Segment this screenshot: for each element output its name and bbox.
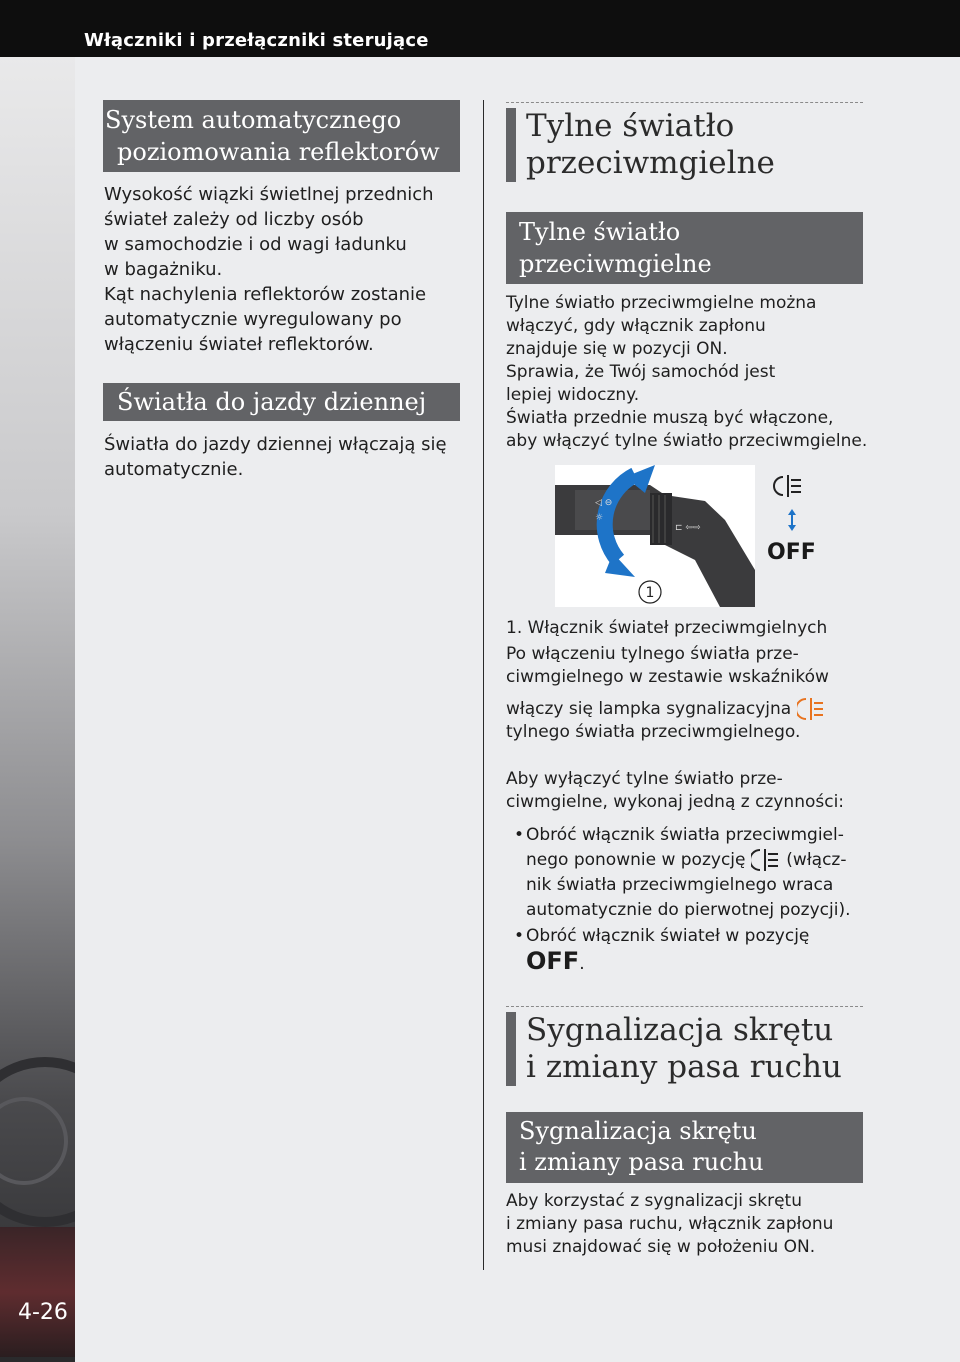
sidebar-photo [0,57,75,1362]
bullet-item-1: • Obróć włącznik światła przeciwmgiel- nego ponownie w pozycję (włącz- nik światła przeciwmgielnego wraca automatycznie do pierwotnej pozycji). [514,825,851,920]
svg-text:☼: ☼ [595,513,604,523]
header-bar [0,0,960,57]
svg-text:⊏ ⇦⇨: ⊏ ⇦⇨ [675,523,701,533]
svg-text:1: 1 [645,585,655,601]
section-separator [506,102,863,103]
svg-text:◁ ⊖: ◁ ⊖ [595,498,613,508]
section-separator [506,1006,863,1007]
figure-legend: 1. Włącznik świateł przeciwmgielnych [506,618,828,638]
rear-fog-indicator-icon [797,697,825,721]
svg-text:OFF: OFF [767,540,816,565]
off-symbol: OFF [526,947,580,975]
fog-light-switch-figure [555,465,820,607]
turn-signals-text: Aby korzystać z sygnalizacji skrętu i zmiany pasa ruchu, włącznik zapłonu musi znajdować się w położeniu ON. [506,1191,834,1257]
seat-shape [0,1227,75,1357]
heading-rear-fog: Tylne światło przeciwmgielne [506,108,883,182]
heading-auto-leveling: System automatycznego poziomowania reflektorów [103,100,460,172]
subheading-turn-signals: Sygnalizacja skrętu i zmiany pasa ruchu [506,1112,863,1183]
heading-turn-signals: Sygnalizacja skrętu i zmiany pasa ruchu [506,1012,883,1086]
heading-daytime-lights: Światła do jazdy dziennej [103,383,460,421]
bullet-item-2: • Obróć włącznik świateł w pozycję OFF. [514,926,810,975]
subheading-rear-fog: Tylne światło przeciwmgielne [506,212,863,284]
auto-leveling-text: Wysokość wiązki świetlnej przednich świateł zależy od liczby osób w samochodzie i od wagi ładunku w bagażniku. Kąt nachylenia reflektorów zostanie automatycznie wyregulowany po włączeniu świateł reflektorów. [104,184,434,355]
section-title: Włączniki i przełączniki sterujące [84,30,429,51]
page-number: 4-26 [18,1300,68,1325]
rear-fog-text: Tylne światło przeciwmgielne można włączyć, gdy włącznik zapłonu znajduje się w pozycji ON. Sprawia, że Twój samochód jest lepiej widoczny. Światła przednie muszą być włączone, aby włączyć tylne światło przeciwmgielne. [506,293,868,451]
column-divider [483,100,484,1270]
turn-off-text: Aby wyłączyć tylne światło prze- ciwmgielne, wykonaj jedną z czynności: [506,769,845,812]
fog-light-icon [751,848,781,872]
indicator-text: Po włączeniu tylnego światła prze- ciwmgielnego w zestawie wskaźników włączy się lampka sygnalizacyjna tylnego światła przeciwmgielnego. [506,644,829,742]
daytime-lights-text: Światła do jazdy dziennej włączają się automatycznie. [104,434,447,480]
